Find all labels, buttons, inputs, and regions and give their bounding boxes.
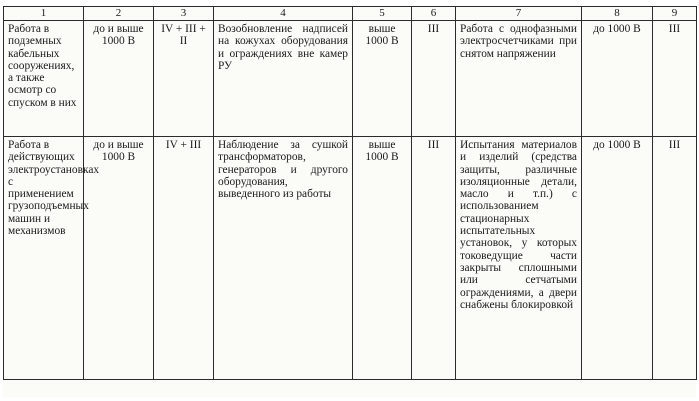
group-cell: IV + III + II (154, 21, 214, 137)
combined-group-cell: III (412, 137, 456, 380)
column-number: 7 (456, 7, 582, 21)
combined-voltage-cell: выше 1000 В (353, 21, 412, 137)
column-number: 1 (4, 7, 84, 21)
combined-group-cell: III (412, 21, 456, 137)
other-voltage-cell: до 1000 В (582, 137, 653, 380)
column-number-row (4, 7, 697, 21)
other-group-cell: III (653, 21, 697, 137)
column-number: 4 (214, 7, 353, 21)
combined-work-cell: Возобновление надписей на кожухах оборудования и ограждениях вне камер РУ (214, 21, 353, 137)
group-cell: IV + III (154, 137, 214, 380)
column-number: 2 (84, 7, 154, 21)
other-group-cell: III (653, 137, 697, 380)
work-cell: Работа в подземных кабельных сооружениях, а также осмотр со спуском в них (4, 21, 84, 137)
table-row (4, 21, 697, 137)
other-voltage-cell: до 1000 В (582, 21, 653, 137)
table-row (4, 137, 697, 380)
combined-work-cell: Наблюдение за сушкой трансформаторов, генераторов и другого оборудования, выведенного из работы (214, 137, 353, 380)
work-assignment-table (3, 6, 697, 380)
other-work-cell: Работа с однофазными электросчетчиками при снятом напряжении (456, 21, 582, 137)
document-page (3, 6, 696, 397)
column-number: 5 (353, 7, 412, 21)
other-work-cell: Испытания материалов и изделий (средства защиты, различные изоляционные детали, масло и т.п.) с использованием стационарных испытательных установок, у которых токоведущие части закрыты сплошными или сетчатыми ограждениями, а двери снабжены блокировкой (456, 137, 582, 380)
column-number: 8 (582, 7, 653, 21)
work-cell: Работа в действующих электроустановках с применением грузоподъемных машин и механизмов (4, 137, 84, 380)
column-number: 3 (154, 7, 214, 21)
column-number: 6 (412, 7, 456, 21)
column-number: 9 (653, 7, 697, 21)
combined-voltage-cell: выше 1000 В (353, 137, 412, 380)
voltage-cell: до и выше 1000 В (84, 137, 154, 380)
voltage-cell: до и выше 1000 В (84, 21, 154, 137)
